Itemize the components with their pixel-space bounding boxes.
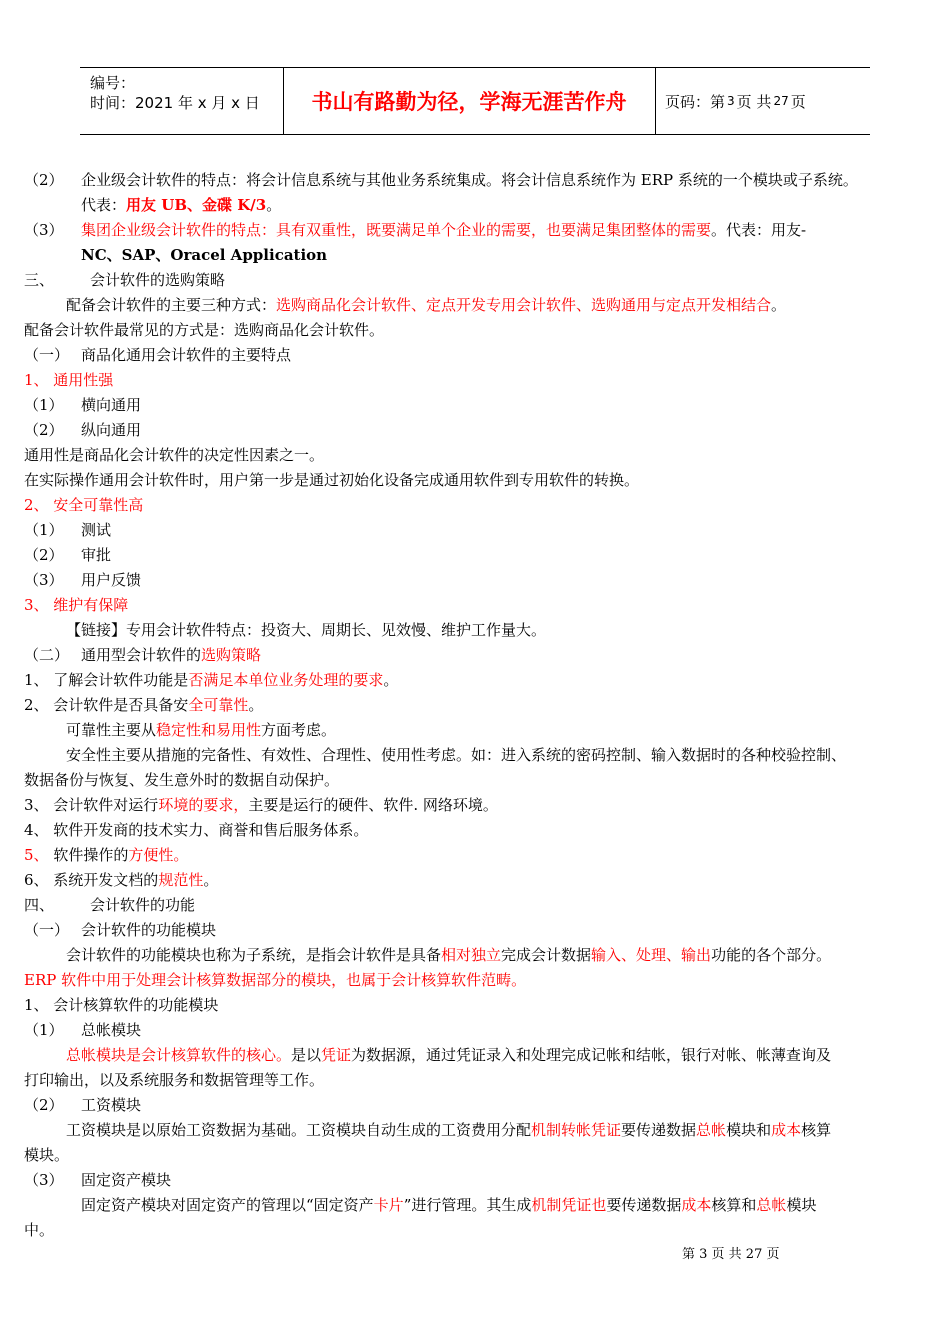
text-line: 数据备份与恢复、发生意外时的数据自动保护。 [24,771,340,789]
text-line: 总帐模块是会计核算软件的核心。是以凭证为数据源，通过凭证录入和处理完成记帐和结帐，银行对帐、帐薄查询及 [66,1046,832,1064]
text-line: 3、 会计软件对运行环境的要求，主要是运行的硬件、软件. 网络环境。 [24,796,498,814]
text-line: ERP 软件中用于处理会计核算数据部分的模块，也属于会计核算软件范畴。 [24,971,527,989]
text-line: 安全性主要从措施的完备性、有效性、合理性、使用性考虑。如：进入系统的密码控制、输入数据时的各种校验控制、 [66,746,847,764]
list-item: （1） 测试 [24,521,112,539]
text-line: 6、 系统开发文档的规范性。 [24,871,219,889]
subsection-heading: （二） 通用型会计软件的选购策略 [24,646,262,664]
page-number: 3 [727,94,735,108]
page-header [80,67,870,135]
text-line: 【链接】专用会计软件特点：投资大、周期长、见效慢、维护工作量大。 [66,621,547,639]
list-item: （3） 固定资产模块 [24,1171,172,1189]
text-line: 可靠性主要从稳定性和易用性方面考虑。 [66,721,337,739]
text-line: 会计软件的功能模块也称为子系统，是指会计软件是具备相对独立完成会计数据输入、处理、输出功能的各个部分。 [66,946,832,964]
text-line: 中。 [24,1221,55,1239]
text-line: 打印输出，以及系统服务和数据管理等工作。 [24,1071,325,1089]
text-line: 1、 了解会计软件功能是否满足本单位业务处理的要求。 [24,671,399,689]
text-line: 5、 软件操作的方便性。 [24,846,189,864]
page-suffix: 页 [790,92,806,111]
text-line: 配备会计软件最常见的方式是：选购商品化会计软件。 [24,321,385,339]
list-item: （1） 横向通用 [24,396,142,414]
text-line: 1、 会计核算软件的功能模块 [24,996,219,1014]
text-line: 在实际操作通用会计软件时，用户第一步是通过初始化设备完成通用软件到专用软件的转换。 [24,471,640,489]
red-heading: 2、 安全可靠性高 [24,496,144,514]
section-heading: 三、 会计软件的选购策略 [24,271,226,289]
page-middle: 页 共 [736,92,772,111]
date-line: 时间：2021 年 x 月 x 日 [90,94,260,112]
text-line: 工资模块是以原始工资数据为基础。工资模块自动生成的工资费用分配机制转帐凭证要传递数据总帐模块和成本核算 [66,1121,832,1139]
text-line: 代表：用友 UB、金碟 K/3。 [81,196,282,214]
subsection-heading: （一） 商品化通用会计软件的主要特点 [24,346,292,364]
red-heading: 3、 维护有保障 [24,596,129,614]
text-line: 配备会计软件的主要三种方式：选购商品化会计软件、定点开发专用会计软件、选购通用与定点开发相结合。 [66,296,787,314]
text-line: 通用性是商品化会计软件的决定性因素之一。 [24,446,325,464]
red-heading: 1、 通用性强 [24,371,114,389]
list-item: （2） 纵向通用 [24,421,142,439]
text-line: 2、 会计软件是否具备安全可靠性。 [24,696,264,714]
list-item: （1） 总帐模块 [24,1021,142,1039]
text-line: （2） 企业级会计软件的特点：将会计信息系统与其他业务系统集成。将会计信息系统作为 ERP 系统的一个模块或子系统。 [24,171,858,189]
list-item: （3） 用户反馈 [24,571,142,589]
text-line: NC、SAP、Oracel Application [81,246,328,264]
list-item: （2） 审批 [24,546,112,564]
page-total: 27 [773,94,789,108]
page-footer: 第 3 页 共 27 页 [682,1247,780,1262]
header-divider [655,67,656,135]
section-heading: 四、 会计软件的功能 [24,896,196,914]
text-line: （3） 集团企业级会计软件的特点：具有双重性，既要满足单个企业的需要，也要满足集团整体的需要。代表：用友- [24,221,807,239]
text-line: 模块。 [24,1146,70,1164]
serial-label: 编号： [90,74,136,92]
header-meta [90,73,260,113]
header-motto: 书山有路勤为径，学海无涯苦作舟 [311,90,627,114]
list-item: （2） 工资模块 [24,1096,142,1114]
text-line: 4、 软件开发商的技术实力、商誉和售后服务体系。 [24,821,369,839]
page-prefix: 页码：第 [665,92,726,111]
subsection-heading: （一） 会计软件的功能模块 [24,921,217,939]
text-line: 固定资产模块对固定资产的管理以“固定资产卡片”进行管理。其生成机制凭证也要传递数据成本核算和总帐模块 [81,1196,817,1214]
header-page-info [665,67,806,135]
